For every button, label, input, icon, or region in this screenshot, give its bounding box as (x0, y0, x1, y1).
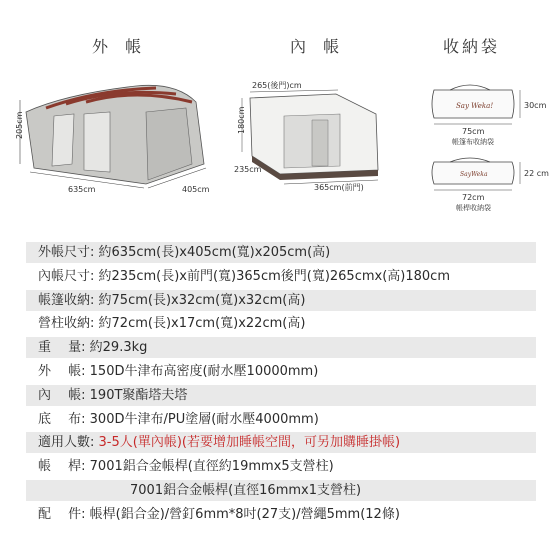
spec-label: 配 件: (38, 506, 86, 522)
pole-bag-length-label: 72cm (462, 193, 485, 202)
spec-label: 內帳尺寸: (38, 268, 95, 284)
inner-tent-heading: 內 帳 (290, 37, 346, 56)
inner-depth-dimension-label: 235cm (234, 165, 262, 174)
height-dimension-label: 205cm (15, 111, 24, 139)
pole-bag-diagram (420, 152, 560, 218)
spec-label: 帳 桿: (38, 459, 86, 475)
tent-bag-handle (450, 85, 490, 90)
spec-label: 外帳尺寸: (38, 245, 95, 260)
storage-bag-heading: 收納袋 (443, 37, 501, 56)
tent-bag-caption: 帳篷布收納袋 (452, 138, 494, 146)
outer-tent-heading: 外 帳 (92, 37, 148, 56)
pole-bag-height-label: 22 cm (524, 169, 549, 178)
spec-row (26, 480, 536, 501)
pole-bag-handle (450, 158, 490, 162)
spec-row (26, 337, 536, 358)
spec-row (26, 504, 536, 525)
spec-label: 適用人數: (38, 435, 95, 451)
spec-row (26, 242, 536, 263)
spec-row (26, 385, 536, 406)
spec-row (26, 290, 536, 311)
tent-bag-logo: Say Weka! (456, 102, 494, 110)
outer-tent-diagram (6, 72, 228, 200)
width-dimension-label: 405cm (182, 185, 210, 194)
spec-table (26, 242, 536, 528)
pole-bag-logo: SayWeka (460, 171, 488, 178)
inner-top-dimension-label: 265(後門)cm (252, 81, 302, 90)
inner-tent-door-panel (312, 120, 328, 166)
outer-tent-window (52, 114, 74, 166)
spec-value: 約235cm(長)x前門(寬)365cm後門(寬)265cmx(高)180cm (94, 268, 450, 284)
outer-tent-door (84, 112, 110, 172)
spec-row (26, 266, 536, 287)
spec-label: 帳篷收納: (38, 292, 95, 308)
spec-value: 150D牛津布高密度(耐水壓10000mm) (85, 363, 319, 379)
spec-row (26, 432, 536, 453)
tent-bag-diagram (420, 80, 560, 152)
spec-value: 190T聚酯塔夫塔 (85, 387, 188, 403)
spec-row (26, 313, 536, 334)
spec-value: 7001鋁合金帳桿(直徑16mmx1支營柱) (130, 482, 362, 498)
spec-label: 重 量: (38, 340, 86, 356)
spec-value: 約29.3kg (85, 340, 148, 356)
spec-value-highlight: 3-5人(單內帳)(若要增加睡帳空間，可另加購睡掛帳) (94, 435, 401, 451)
spec-value: 7001鋁合金帳桿(直徑約19mmx5支營柱) (85, 459, 334, 475)
spec-row (26, 361, 536, 382)
inner-tent-diagram (228, 74, 398, 192)
pole-bag-caption: 帳桿收納袋 (456, 204, 491, 212)
inner-height-dimension-label: 180cm (237, 106, 246, 134)
spec-value: 帳桿(鋁合金)/營釘6mm*8吋(27支)/營繩5mm(12條) (85, 506, 400, 522)
spec-label: 內 帳: (38, 387, 86, 403)
spec-row (26, 456, 536, 477)
inner-front-dimension-label: 365cm(前門) (314, 183, 364, 192)
spec-row (26, 409, 536, 430)
tent-bag-length-label: 75cm (462, 127, 485, 136)
spec-label: 營柱收納: (38, 316, 95, 332)
spec-label: 底 布: (38, 411, 86, 427)
spec-value: 約75cm(長)x32cm(寬)x32cm(高) (94, 292, 306, 308)
tent-bag-height-label: 30cm (524, 101, 547, 110)
spec-value: 約72cm(長)x17cm(寬)x22cm(高) (94, 316, 306, 332)
length-dimension-label: 635cm (68, 185, 96, 194)
spec-value: 約635cm(長)x405cm(寬)x205cm(高) (94, 245, 331, 260)
spec-label: 外 帳: (38, 363, 86, 379)
spec-value: 300D牛津布/PU塗層(耐水壓4000mm) (85, 411, 319, 427)
